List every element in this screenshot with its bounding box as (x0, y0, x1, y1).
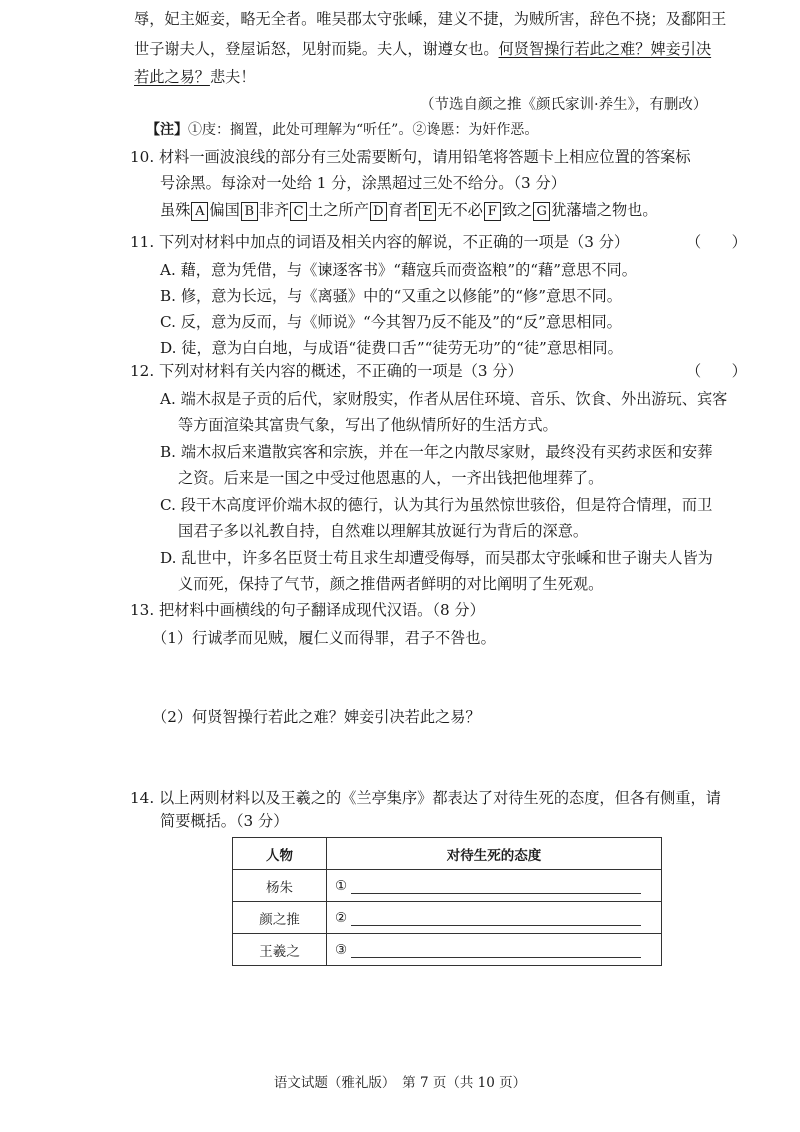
answer-blank[interactable] (351, 911, 641, 926)
table-row (233, 902, 662, 934)
passage-line-1: 辱，妃主姬妾，略无全者。唯吴郡太守张嵊，建义不捷，为贼所害，辞色不挠；及鄱阳王 (134, 10, 727, 28)
q12-option-d-line-2: 义而死，保持了气节，颜之推借两者鲜明的对比阐明了生死观。 (178, 575, 604, 593)
answer-blank[interactable] (351, 943, 641, 958)
underlined-sentence-part-2: 若此之易？ (134, 68, 210, 86)
q10-segment: 育者 (387, 201, 419, 219)
q13-stem: 13. 把材料中画横线的句子翻译成现代汉语。（8 分） (130, 601, 485, 619)
answer-blank[interactable] (351, 879, 641, 894)
q10-sentence (160, 199, 658, 221)
q12-option-a-line-1: A. 端木叔是子贡的后代，家财殷实，作者从居住环境、音乐、饮食、外出游玩、宾客 (160, 390, 728, 408)
passage-note (146, 119, 538, 141)
q10-segment: 致之 (501, 201, 533, 219)
note-text: ①庋：搁置，此处可理解为“听任”。②谗慝：为奸作恶。 (188, 122, 539, 138)
table-row (233, 870, 662, 902)
q10-segment: 偏国 (209, 201, 240, 219)
table-row (233, 934, 662, 966)
table-cell-person: 颜之推 (233, 902, 327, 934)
q14-stem-line-1: 14. 以上两则材料以及王羲之的《兰亭集序》都表达了对待生死的态度，但各有侧重，请 (130, 789, 721, 807)
passage-line-3 (134, 66, 256, 88)
q12-option-b-line-2: 之资。后来是一国之中受过他恩惠的人，一齐出钱把他埋葬了。 (178, 469, 604, 487)
table-cell-answer[interactable] (327, 902, 662, 934)
q10-option-box[interactable]: B (241, 202, 258, 221)
q11-stem: 11. 下列对材料中加点的词语及相关内容的解说，不正确的一项是（3 分） (130, 233, 630, 251)
q11-option-d: D. 徒，意为白白地，与成语“徒费口舌”“徒劳无功”的“徒”意思相同。 (160, 339, 623, 357)
page-footer: 语文试题（雅礼版） 第 7 页（共 10 页） (273, 1075, 527, 1091)
passage-line-2-text: 世子谢夫人，登屋诟怒，见射而毙。夫人，谢遵女也。 (134, 40, 499, 58)
table-cell-answer[interactable] (327, 870, 662, 902)
q11-option-c: C. 反，意为反而，与《师说》“今其智乃反不能及”的“反”意思相同。 (160, 313, 622, 331)
q10-segment: 非齐 (258, 201, 290, 219)
passage-source: （节选自颜之推《颜氏家训·养生》，有删改） (420, 97, 708, 113)
table-cell-person: 王羲之 (233, 934, 327, 966)
q10-segment: 无不必 (437, 201, 483, 219)
table-cell-answer[interactable] (327, 934, 662, 966)
q12-option-c-line-1: C. 段干木高度评价端木叔的德行，认为其行为虽然惊世骇俗，但是符合情理，而卫 (160, 496, 713, 514)
answer-mark: ① (335, 877, 348, 894)
q14-stem-line-2: 简要概括。（3 分） (160, 812, 289, 830)
note-label: 【注】 (146, 122, 188, 138)
q10-option-box[interactable]: A (191, 202, 208, 221)
passage-line-3-text: 悲夫！ (209, 68, 256, 86)
q12-option-a-line-2: 等方面渲染其富贵气象，写出了他纵情所好的生活方式。 (178, 416, 558, 434)
q12-option-b-line-1: B. 端木叔后来遣散宾客和宗族，并在一年之内散尽家财，最终没有买药求医和安葬 (160, 443, 713, 461)
q12-answer-paren[interactable]: （ ） (686, 362, 747, 380)
table-cell-person: 杨朱 (233, 870, 327, 902)
q10-segment: 犹藩墙之物也。 (551, 201, 658, 219)
q11-option-b: B. 修，意为长远，与《离骚》中的“又重之以修能”的“修”意思不同。 (160, 287, 622, 305)
table-header-attitude: 对待生死的态度 (327, 838, 662, 870)
q10-option-box[interactable]: F (484, 202, 501, 221)
q10-option-box[interactable]: E (419, 202, 436, 221)
q11-option-a: A. 藉，意为凭借，与《谏逐客书》“藉寇兵而赍盗粮”的“藉”意思不同。 (160, 261, 637, 279)
q12-option-c-line-2: 国君子多以礼教自持，自然难以理解其放诞行为背后的深意。 (178, 522, 589, 540)
attitude-table (232, 837, 662, 966)
underlined-sentence-part-1: 何贤智操行若此之难？婢妾引决 (498, 40, 712, 58)
q10-stem-line-1: 10. 材料一画波浪线的部分有三处需要断句，请用铅笔将答题卡上相应位置的答案标 (130, 148, 691, 166)
q10-option-box[interactable]: D (370, 202, 387, 221)
q10-option-box[interactable]: C (290, 202, 307, 221)
q10-option-box[interactable]: G (533, 202, 550, 221)
table-header-row (233, 838, 662, 870)
q10-segment: 虽殊 (160, 201, 191, 219)
q12-stem: 12. 下列对材料有关内容的概述，不正确的一项是（3 分） (130, 362, 523, 380)
q11-answer-paren[interactable]: （ ） (686, 233, 747, 251)
q10-stem-line-2: 号涂黑。每涂对一处给 1 分，涂黑超过三处不给分。（3 分） (160, 174, 566, 192)
q10-segment: 土之所产 (308, 201, 369, 219)
passage-line-2 (134, 38, 711, 60)
table-header-person: 人物 (233, 838, 327, 870)
q13-sentence-1: （1）行诚孝而见贼，履仁义而得罪，君子不咎也。 (152, 629, 496, 647)
q12-option-d-line-1: D. 乱世中，许多名臣贤士苟且求生却遭受侮辱，而吴郡太守张嵊和世子谢夫人皆为 (160, 549, 713, 567)
answer-mark: ③ (335, 941, 348, 958)
answer-mark: ② (335, 909, 348, 926)
q13-sentence-2: （2）何贤智操行若此之难？婢妾引决若此之易？ (152, 708, 481, 726)
